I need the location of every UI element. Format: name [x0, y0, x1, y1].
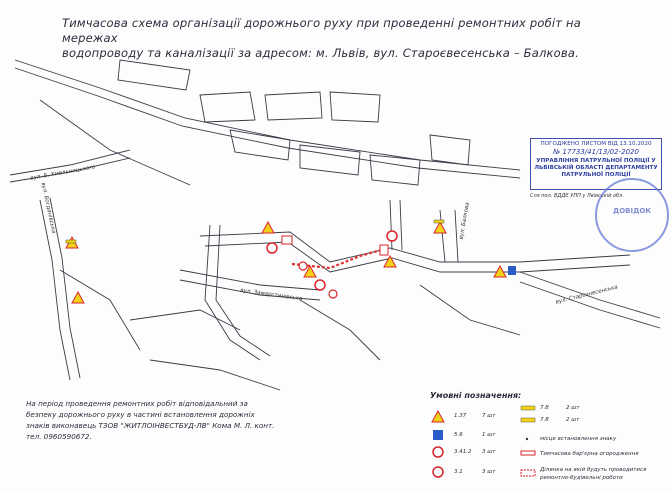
street-line: [400, 200, 402, 250]
street-label-staroznesenska: вул. Старознесенська: [555, 284, 619, 306]
detour-sign: [508, 266, 516, 275]
stamp-line-3: УПРАВЛІННЯ ПАТРУЛЬНОЇ ПОЛІЦІЇ У ЛЬВІВСЬКІЙ ОБЛАСТІ ДЕПАРТАМЕНТУ ПАТРУЛЬНОЇ ПОЛІЦІЇ: [534, 158, 658, 178]
no-overtaking-sign: [299, 262, 307, 270]
block: [370, 155, 420, 185]
stamp-line-1: ПОГОДЖЕНО ЛИСТОМ ВІД 13.10.2020: [540, 141, 652, 147]
legend-code: 5.6: [454, 432, 463, 438]
street-line: [420, 285, 520, 335]
street-label-bohdanivska: вул. Богданівська: [39, 181, 57, 235]
legend-3412-symbol: [433, 447, 443, 457]
stamp-note: Сля пол. ВДДЄ УПП у Лвівській обл.: [530, 193, 624, 199]
street-line: [520, 282, 660, 328]
legend-plate-symbol: [521, 406, 535, 410]
warning-sign: [262, 222, 274, 233]
legend-31-symbol: [433, 467, 443, 477]
legend-code: 3.1: [454, 469, 463, 475]
legend-dot-symbol: [526, 438, 528, 440]
barrier: [380, 245, 388, 255]
legend-label: Ділянка на якій будуть проводитися ремонтно-будівельні роботи: [540, 467, 647, 481]
legend-code: 3.41.2: [454, 449, 472, 455]
legend-label: Тимчасова бар'єрна огородження: [540, 451, 639, 457]
street-line: [300, 300, 380, 360]
legend-qty: 2 шт: [566, 405, 580, 411]
block: [200, 92, 255, 122]
no-entry-sign: [315, 280, 325, 290]
block: [265, 92, 322, 120]
street-label-khmelnytskoho: вул. Б. Хмельницького: [29, 164, 96, 182]
street-line: [455, 210, 458, 262]
legend-qty: 7 шт: [482, 413, 496, 419]
stamp-line-2: № 17733/41/13/02-2020: [553, 148, 639, 156]
seal-text: ДОВІДОК: [612, 207, 652, 215]
legend-warning-symbol: [432, 411, 444, 422]
legend-plate-symbol: [521, 418, 535, 422]
barrier: [282, 236, 292, 244]
legend-zone-symbol: [521, 470, 535, 476]
warning-sign: [72, 292, 84, 303]
street-line: [390, 200, 392, 250]
legend-label: місце встановлення знаку: [540, 436, 617, 442]
block: [330, 92, 380, 122]
no-entry-sign: [267, 243, 277, 253]
street-line: [200, 232, 630, 262]
legend-title: Умовні позначення:: [430, 391, 522, 400]
legend-qty: 1 шт: [482, 432, 496, 438]
round-seal: [595, 178, 669, 252]
block: [430, 135, 470, 165]
street-line: [440, 210, 445, 262]
street-line: [150, 360, 280, 390]
no-overtaking-sign: [329, 290, 337, 298]
responsible-note: На період проведення ремонтних робіт відповідальний за безпеку дорожнього руху в частині встановлення дорожніх знаків виконавець ТЗОВ "ЖИТЛОІНВЕСТБУД-ЛВ" Кома М. Л. конт. тел. 0960590672.: [26, 399, 275, 441]
street-label-balkova: вул. Балкова: [458, 202, 471, 240]
legend-code: 7.8: [540, 405, 549, 411]
legend-qty: 3 шт: [482, 449, 496, 455]
warning-sign: [434, 222, 446, 233]
no-entry-sign: [387, 231, 397, 241]
title-line-1: Тимчасова схема організації дорожнього руху при проведенні ремонтних робіт на мережах: [62, 16, 582, 45]
legend-blue-symbol: [433, 430, 443, 440]
legend-barrier-symbol: [521, 451, 535, 455]
street-label-zamarstynivska: вул. Замарстинівська: [239, 287, 303, 303]
warning-sign: [384, 256, 396, 267]
plate-sign: [66, 240, 76, 243]
block: [230, 130, 290, 160]
legend-code: 7.8: [540, 417, 549, 423]
warning-sign: [494, 266, 506, 277]
street-line: [180, 270, 320, 290]
street-line: [130, 310, 240, 330]
legend-qty: 3 шт: [482, 469, 496, 475]
block: [118, 60, 190, 90]
legend-qty: 2 шт: [566, 417, 580, 423]
title-line-2: водопроводу та каналізації за адресом: м. Львів, вул. Староєвесенська – Балкова.: [62, 46, 579, 60]
plate-sign: [434, 220, 444, 223]
legend-code: 1.37: [454, 413, 467, 419]
